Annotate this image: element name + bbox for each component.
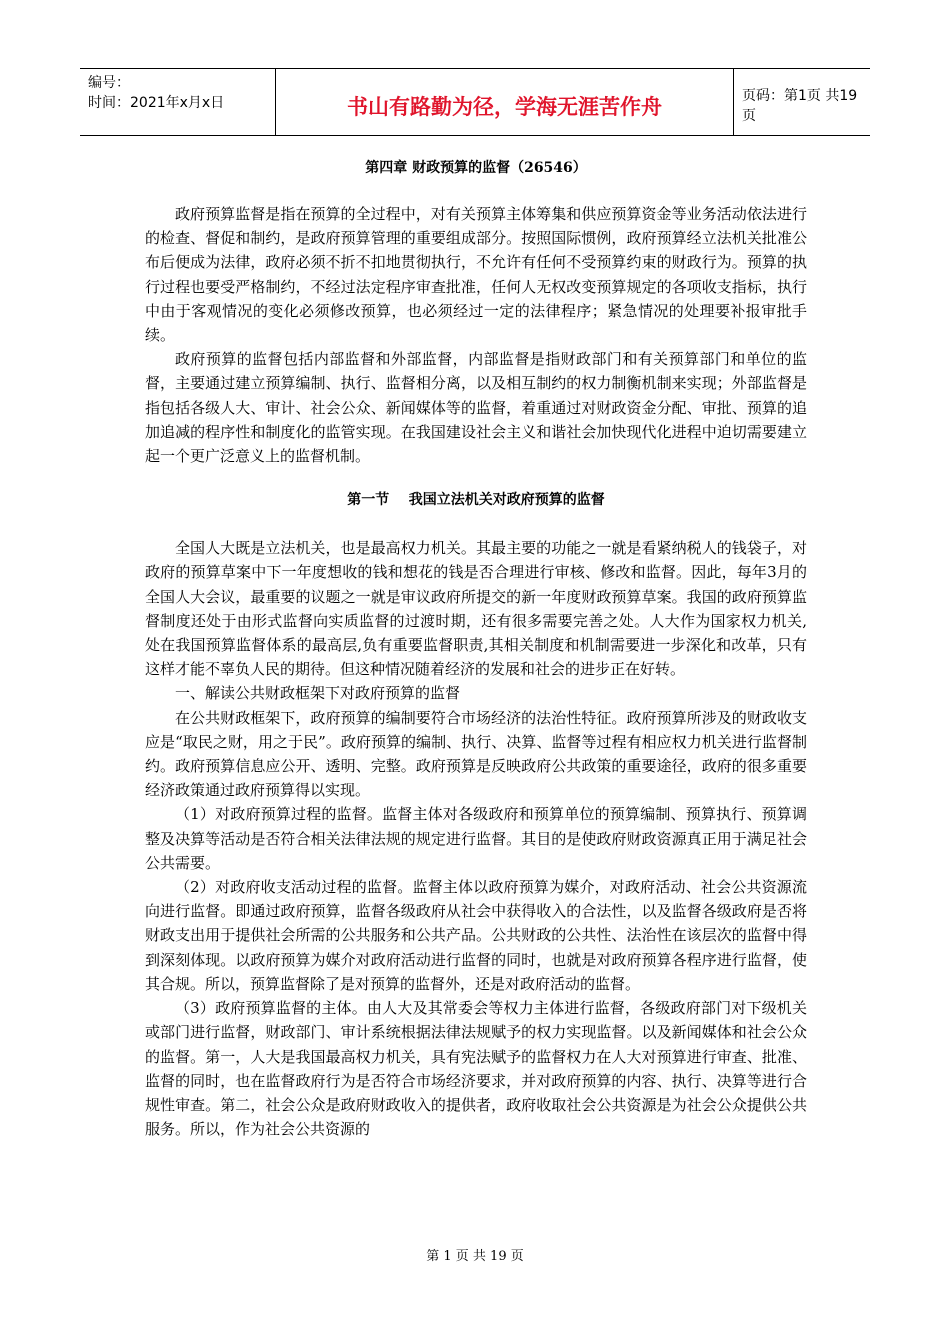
document-date-label: 时间：2021年x月x日 [88,95,225,111]
intro-paragraph: 政府预算监督是指在预算的全过程中，对有关预算主体筹集和供应预算资金等业务活动依法进行的检查、督促和制约，是政府预算管理的重要组成部分。按照国际惯例，政府预算经立法机关批准公布后便成为法律，政府必须不折不扣地贯彻执行，不允许有任何不受预算约束的财政行为。预算的执行过程也要受严格制约，不经过法定程序审查批准，任何人无权改变预算规定的各项收支指标，执行中由于客观情况的变化必须修改预算，也必须经过一定的法律程序；紧急情况的处理要补报审批手续。 [145,205,807,345]
body-paragraph: （3）政府预算监督的主体。由人大及其常委会等权力主体进行监督，各级政府部门对下级机关或部门进行监督，财政部门、审计系统根据法律法规赋予的权力实现监督。以及新闻媒体和社会公众的监督。第一，人大是我国最高权力机关，具有宪法赋予的监督权力在人大对预算进行审查、批准、监督的同时，也在监督政府行为是否符合市场经济要求，并对政府预算的内容、执行、决算等进行合规性审查。第二，社会公众是政府财政收入的提供者，政府收取社会公共资源是为社会公众提供公共服务。所以，作为社会公共资源的 [145,999,807,1139]
body-paragraph: （2）对政府收支活动过程的监督。监督主体以政府预算为媒介，对政府活动、社会公共资源流向进行监督。即通过政府预算，监督各级政府从社会中获得收入的合法性，以及监督各级政府是否将财政支出用于提供社会所需的公共服务和公共产品。公共财政的公共性、法治性在该层次的监督中得到深刻体现。以政府预算为媒介对政府活动进行监督的同时，也就是对政府预算各程序进行监督，使其合规。所以，预算监督除了是对预算的监督外，还是对政府活动的监督。 [145,878,807,993]
body-paragraph: 全国人大既是立法机关，也是最高权力机关。其最主要的功能之一就是看紧纳税人的钱袋子，对政府的预算草案中下一年度想收的钱和想花的钱是否合理进行审核、修改和监督。因此，每年3月的全国人大会议，最重要的议题之一就是审议政府所提交的新一年度财政预算草案。我国的政府预算监督制度还处于由形式监督向实质监督的过渡时期，还有很多需要完善之处。人大作为国家权力机关,处在我国预算监督体系的最高层,负有重要监督职责,其相关制度和机制需要进一步深化和改革，只有这样才能不辜负人民的期待。但这种情况随着经济的发展和社会的进步正在好转。 [145,539,807,679]
page-footer: 第 1 页 共 19 页 [426,1249,524,1264]
chapter-title: 第四章 财政预算的监督（26546） [365,160,587,176]
document-body [145,158,807,1141]
page-header [80,68,870,136]
header-page-info: 页码：第1页 共19页 [742,88,858,124]
intro-paragraph: 政府预算的监督包括内部监督和外部监督，内部监督是指财政部门和有关预算部门和单位的监督，主要通过建立预算编制、执行、监督相分离，以及相互制约的权力制衡机制来实现；外部监督是指包括各级人大、审计、社会公众、新闻媒体等的监督，着重通过对财政资金分配、审批、预算的追加追减的程序性和制度化的监管实现。在我国建设社会主义和谐社会加快现代化进程中迫切需要建立起一个更广泛意义上的监督机制。 [145,350,807,466]
section-title: 第一节 我国立法机关对政府预算的监督 [347,492,605,509]
body-paragraph: 在公共财政框架下，政府预算的编制要符合市场经济的法治性特征。政府预算所涉及的财政收支应是“取民之财，用之于民”。政府预算的编制、执行、决算、监督等过程有相应权力机关进行监督制约。政府预算信息应公开、透明、完整。政府预算是反映政府公共政策的重要途径，政府的很多重要经济政策通过政府预算得以实现。 [145,708,807,800]
header-meta [80,69,276,135]
header-motto: 书山有路勤为径，学海无涯苦作舟 [276,69,734,135]
document-number-label: 编号： [88,75,130,91]
subheading: 一、解读公共财政框架下对政府预算的监督 [175,684,461,703]
body-paragraph: （1）对政府预算过程的监督。监督主体对各级政府和预算单位的预算编制、预算执行、预算调整及决算等活动是否符合相关法律法规的规定进行监督。其目的是使政府财政资源真正用于满足社会公共需要。 [145,805,807,872]
